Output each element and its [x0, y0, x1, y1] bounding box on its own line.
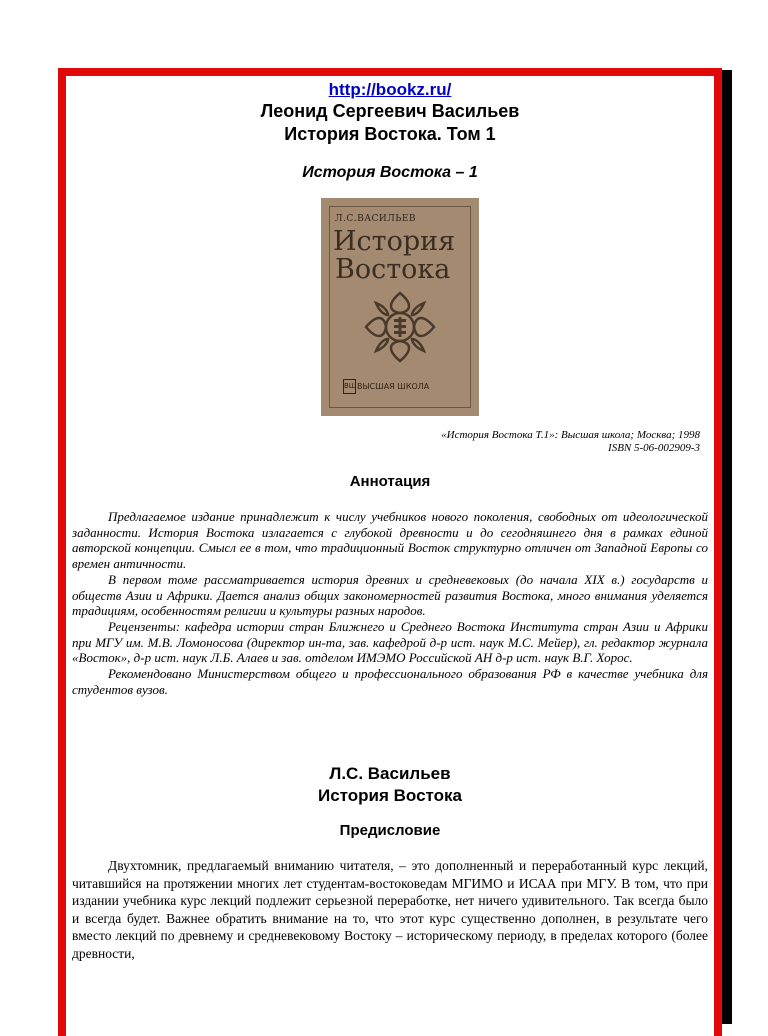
annotation-paragraph: Рецензенты: кафедра истории стран Ближнего и Среднего Востока Института стран Азии и Африки при МГУ им. М.В. Ломоносова (директор ин-та, зав. кафедрой д-р ист. наук М.С. Мейер), гл. редактор журнала «Восток», д-р ист. наук Л.Б. Алаев и зав. отделом ИМЭМО Российской АН д-р ист. наук В.Г. Хорос. — [72, 618, 708, 666]
annotation-paragraph: В первом томе рассматривается история древних и средневековых (до начала XIX в.) государств и обществ Азии и Африки. Дается анализ общих закономерностей развития Востока, много внимания уделяется традициям, особенностям религии и культуры разных народов. — [72, 571, 708, 619]
annotation-paragraph: Предлагаемое издание принадлежит к числу учебников нового поколения, свободных от идеологической заданности. История Востока излагается с глубокой древности и до сегодняшнего дня в рамках единой авторской концепции. Смысл ее в том, что традиционный Восток структурно отличен от Западной Европы со времен античности. — [72, 509, 708, 572]
section-title-block — [72, 763, 708, 807]
book-subtitle: История Востока – 1 — [302, 164, 478, 181]
cover-title-line1: История — [333, 226, 456, 257]
source-link[interactable]: http://bookz.ru/ — [328, 80, 452, 99]
preface-text — [72, 857, 708, 962]
section-title: История Востока — [318, 786, 462, 805]
annotation-paragraph: Рекомендовано Министерством общего и профессионального образования РФ в качестве учебника для студентов вузов. — [72, 666, 708, 697]
preface-paragraph: Двухтомник, предлагаемый вниманию читателя, – это дополненный и переработанный курс лекций, читавшийся на протяжении многих лет студентам-востоковедам МГИМО и ИСАА при МГУ. В том, что при издании учебника курс лекций подлежит серьезной переработке, нет ничего удивительного. Так всегда было и всегда будет. Важнее обратить внимание на то, что этот курс существенно дополнен, в результате чего вместо лекций по древнему и средневековому Востоку – историческому периоду, в пределах которого (более древности, — [72, 858, 708, 961]
cover-publisher: ВЫСШАЯ ШКОЛА — [357, 382, 430, 391]
page-content — [72, 76, 708, 961]
frame-shadow-right — [722, 80, 732, 1024]
cover-title-line2: Востока — [335, 254, 451, 285]
preface-heading: Предисловие — [339, 822, 441, 839]
cover-author: Л.С.ВАСИЛЬЕВ — [335, 214, 417, 224]
citation-line1: «История Востока Т.1»: Высшая школа; Москва; 1998 — [441, 429, 700, 441]
annotation-text — [72, 509, 708, 697]
publisher-logo-icon: ВШ — [343, 379, 356, 394]
book-cover — [321, 198, 479, 416]
document-page — [66, 76, 714, 1036]
annotation-heading: Аннотация — [349, 473, 431, 490]
book-author: Леонид Сергеевич Васильев — [260, 101, 520, 121]
section-author: Л.С. Васильев — [329, 764, 451, 783]
ornament-icon — [358, 285, 442, 369]
book-title: История Востока. Том 1 — [284, 124, 496, 144]
citation-isbn: ISBN 5-06-002909-3 — [608, 442, 700, 454]
citation — [441, 429, 700, 455]
